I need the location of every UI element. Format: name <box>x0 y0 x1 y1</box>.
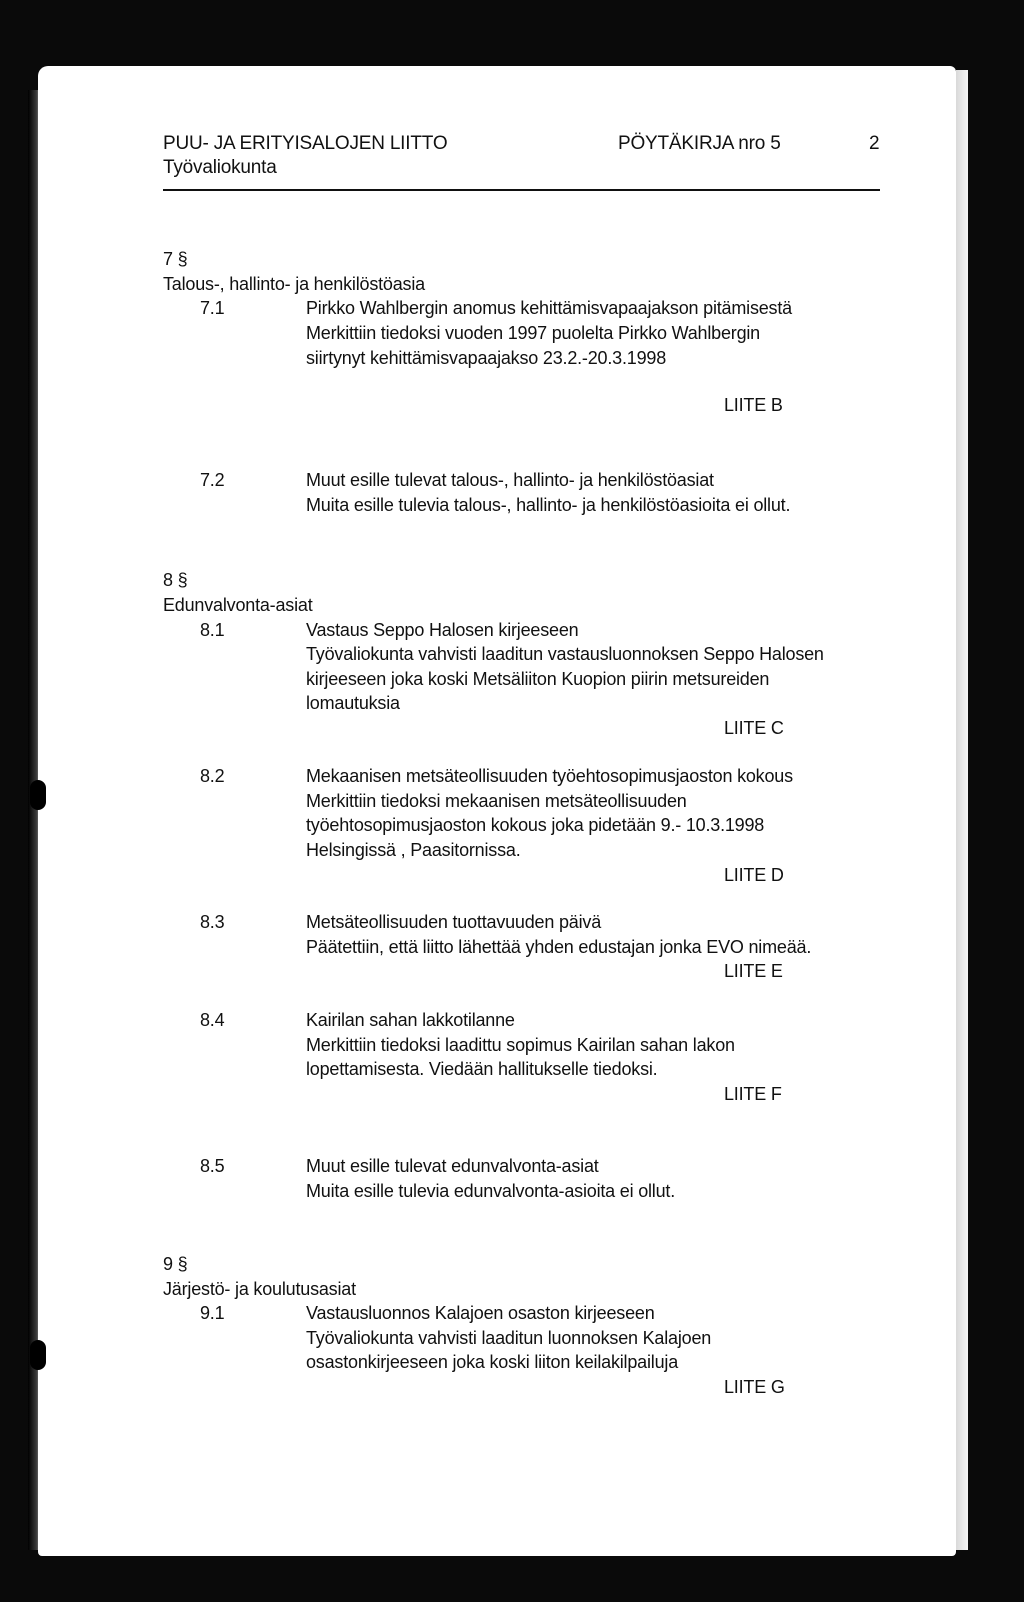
item-heading: Pirkko Wahlbergin anomus kehittämisvapaajakson pitämisestä <box>306 298 792 318</box>
page-edge <box>956 70 968 1550</box>
item-text-line: Työvaliokunta vahvisti laaditun vastausluonnoksen Seppo Halosen <box>306 644 824 664</box>
item-text-line: Muita esille tulevia talous-, hallinto- ja henkilöstöasioita ei ollut. <box>306 495 791 515</box>
section-title: Talous-, hallinto- ja henkilöstöasia <box>163 274 425 294</box>
header-rule <box>163 189 880 191</box>
item-heading: Muut esille tulevat edunvalvonta-asiat <box>306 1156 599 1176</box>
item-number: 8.4 <box>200 1010 225 1030</box>
attachment-ref: LIITE D <box>724 865 784 885</box>
item-text-line: Merkittiin tiedoksi laadittu sopimus Kairilan sahan lakon <box>306 1035 735 1055</box>
item-text-line: työehtosopimusjaoston kokous joka pidetään 9.- 10.3.1998 <box>306 815 765 835</box>
committee-name: Työvaliokunta <box>163 157 277 178</box>
section-title: Edunvalvonta-asiat <box>163 595 313 615</box>
item-heading: Vastaus Seppo Halosen kirjeeseen <box>306 620 579 640</box>
punch-hole <box>30 780 46 810</box>
attachment-ref: LIITE G <box>724 1377 785 1397</box>
item-text-line: siirtynyt kehittämisvapaajakso 23.2.-20.3.1998 <box>306 348 667 368</box>
attachment-ref: LIITE E <box>724 961 783 981</box>
item-heading: Kairilan sahan lakkotilanne <box>306 1010 515 1030</box>
organization-name: PUU- JA ERITYISALOJEN LIITTO <box>163 133 448 154</box>
section-title: Järjestö- ja koulutusasiat <box>163 1279 356 1299</box>
page-number: 2 <box>869 133 880 154</box>
item-number: 9.1 <box>200 1303 225 1323</box>
attachment-ref: LIITE F <box>724 1084 782 1104</box>
item-text-line: Merkittiin tiedoksi mekaanisen metsäteollisuuden <box>306 791 687 811</box>
item-text-line: kirjeeseen joka koski Metsäliiton Kuopion piirin metsureiden <box>306 669 770 689</box>
item-heading: Mekaanisen metsäteollisuuden työehtosopimusjaoston kokous <box>306 766 793 786</box>
item-number: 7.2 <box>200 470 225 490</box>
punch-hole <box>30 1340 46 1370</box>
item-number: 8.2 <box>200 766 225 786</box>
item-number: 8.5 <box>200 1156 225 1176</box>
item-text-line: Työvaliokunta vahvisti laaditun luonnoksen Kalajoen <box>306 1328 712 1348</box>
attachment-ref: LIITE B <box>724 395 783 415</box>
item-text-line: Helsingissä , Paasitornissa. <box>306 840 521 860</box>
section-number: 7 § <box>163 249 188 269</box>
item-text-line: Muita esille tulevia edunvalvonta-asioita ei ollut. <box>306 1181 676 1201</box>
item-text-line: lopettamisesta. Viedään hallitukselle tiedoksi. <box>306 1059 658 1079</box>
item-number: 7.1 <box>200 298 225 318</box>
item-heading: Vastausluonnos Kalajoen osaston kirjeeseen <box>306 1303 655 1323</box>
document-title: PÖYTÄKIRJA nro 5 <box>618 133 781 154</box>
item-text-line: osastonkirjeeseen joka koski liiton keilakilpailuja <box>306 1352 679 1372</box>
item-number: 8.1 <box>200 620 225 640</box>
item-text-line: Päätettiin, että liitto lähettää yhden edustajan jonka EVO nimeää. <box>306 937 812 957</box>
section-number: 8 § <box>163 570 188 590</box>
item-number: 8.3 <box>200 912 225 932</box>
item-text-line: lomautuksia <box>306 693 400 713</box>
item-heading: Metsäteollisuuden tuottavuuden päivä <box>306 912 602 932</box>
item-heading: Muut esille tulevat talous-, hallinto- ja henkilöstöasiat <box>306 470 714 490</box>
section-number: 9 § <box>163 1254 188 1274</box>
item-text-line: Merkittiin tiedoksi vuoden 1997 puolelta Pirkko Wahlbergin <box>306 323 760 343</box>
attachment-ref: LIITE C <box>724 718 784 738</box>
